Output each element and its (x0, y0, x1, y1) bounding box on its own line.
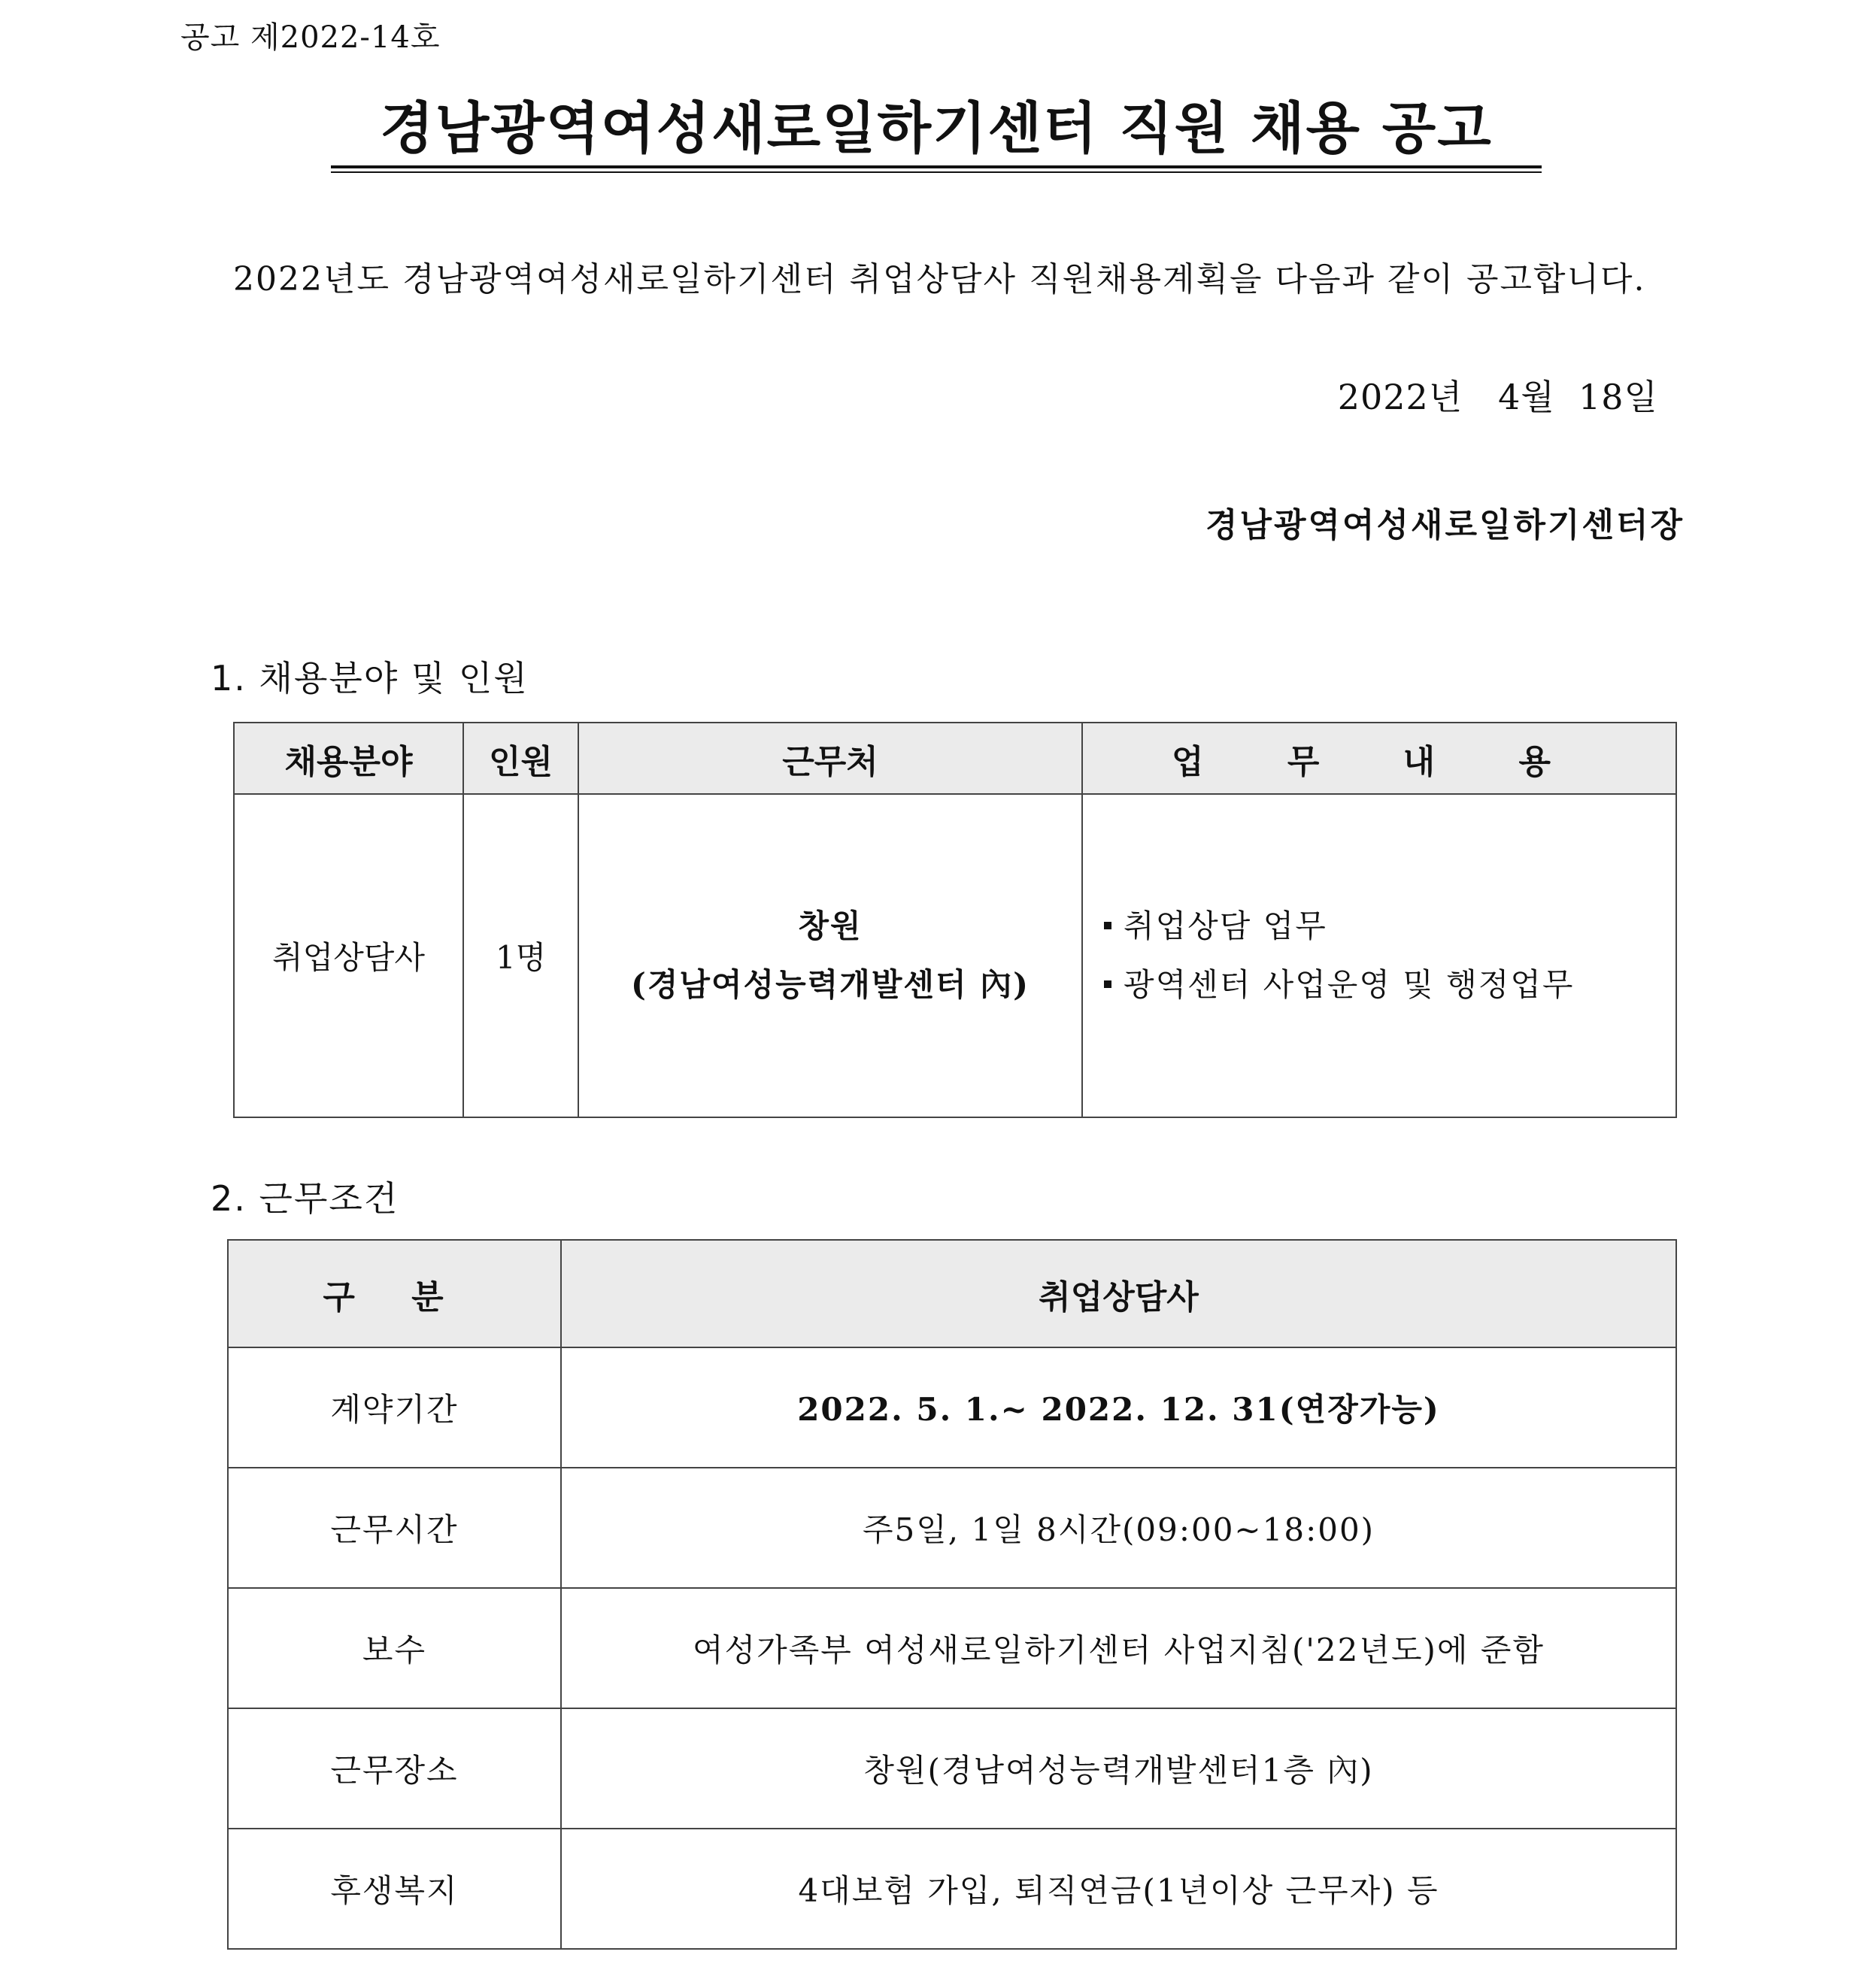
table-row (234, 794, 1676, 1117)
table-row (228, 1829, 1676, 1949)
section1-heading: 1. 채용분야 및 인원 (211, 658, 529, 699)
header-location: 근무처 (578, 723, 1082, 794)
bullet-icon (1104, 980, 1111, 988)
conditions-table (227, 1239, 1677, 1950)
condition-value: 4대보험 가입, 퇴직연금(1년이상 근무자) 등 (561, 1829, 1676, 1949)
recruitment-table (233, 722, 1677, 1118)
condition-value: 창원(경남여성능력개발센터1층 內) (561, 1708, 1676, 1829)
condition-value: 여성가족부 여성새로일하기센터 사업지침('22년도)에 준함 (561, 1588, 1676, 1708)
condition-value: 주5일, 1일 8시간(09:00~18:00) (561, 1468, 1676, 1588)
condition-value: 2022. 5. 1.~ 2022. 12. 31(연장가능) (561, 1347, 1676, 1468)
location-line1: 창원 (798, 908, 863, 944)
recruitment-table-header (234, 723, 1676, 794)
issuer-name: 경남광역여성새로일하기센터장 (1205, 506, 1685, 544)
header-category: 구 분 (228, 1240, 561, 1347)
condition-label: 근무장소 (228, 1708, 561, 1829)
condition-label: 계약기간 (228, 1347, 561, 1468)
condition-label: 후생복지 (228, 1829, 561, 1949)
duty-text: 광역센터 사업운영 및 행정업무 (1124, 966, 1575, 1003)
cell-location (578, 794, 1082, 1117)
notice-number: 공고 제2022-14호 (180, 20, 441, 55)
title-underline (331, 165, 1542, 173)
cell-field: 취업상담사 (234, 794, 463, 1117)
intro-paragraph: 2022년도 경남광역여성새로일하기센터 취업상담사 직원채용계획을 다음과 같이 공고합니다. (233, 260, 1646, 299)
table-row (228, 1468, 1676, 1588)
list-item (1104, 956, 1675, 1014)
location-line2: (경남여성능력개발센터 內) (630, 966, 1030, 1003)
section2-heading: 2. 근무조건 (211, 1178, 399, 1219)
cell-duties (1082, 794, 1676, 1117)
list-item (1104, 897, 1675, 956)
notice-date: 2022년 4월 18일 (1337, 377, 1658, 417)
table-row (228, 1588, 1676, 1708)
condition-label: 근무시간 (228, 1468, 561, 1588)
header-count: 인원 (463, 723, 578, 794)
bullet-icon (1104, 922, 1111, 929)
conditions-table-header (228, 1240, 1676, 1347)
header-duties: 업 무 내 용 (1082, 723, 1676, 794)
header-counselor: 취업상담사 (561, 1240, 1676, 1347)
page-title: 경남광역여성새로일하기센터 직원 채용 공고 (380, 96, 1493, 161)
table-row (228, 1708, 1676, 1829)
header-field: 채용분야 (234, 723, 463, 794)
cell-count: 1명 (463, 794, 578, 1117)
table-row (228, 1347, 1676, 1468)
duty-text: 취업상담 업무 (1124, 908, 1327, 944)
condition-label: 보수 (228, 1588, 561, 1708)
